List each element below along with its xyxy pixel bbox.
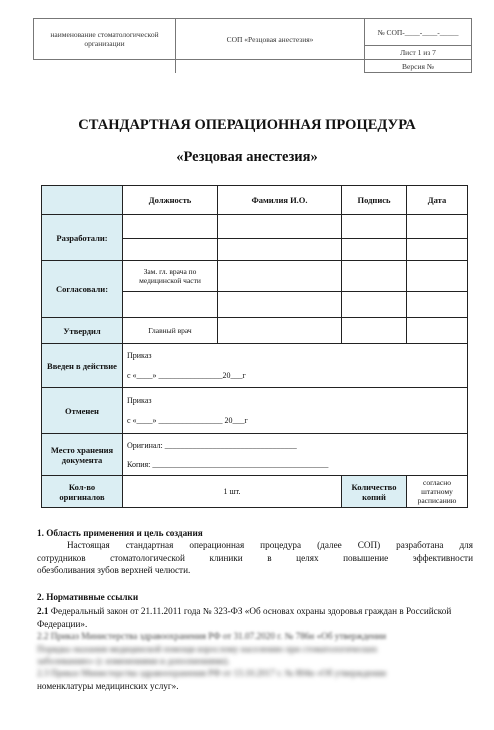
section-1-line-1: Настоящая стандартная операционная процедура (далее СОП) разработана для [67,540,473,551]
originals-count-value: 1 шт. [123,476,342,508]
column-name: Фамилия И.О. [218,186,342,215]
section-2-item-1-number: 2.1 [37,606,49,617]
cancelled-order-cell [123,388,468,434]
section-2-item-2-line-1: 2.2 Приказ Министерства здравоохранения РФ от 31.07.2020 г. № 786н «Об утверждении [37,631,387,642]
effective-order-label: Приказ [127,350,152,360]
storage-label: Место хранения документа [42,434,123,476]
agreed-position: Зам. гл. врача по медицинской части [123,261,218,292]
originals-count-label: Кол-во оригиналов [42,476,123,508]
section-2-item-3-line-1: 2.3 Приказ Министерства здравоохранения РФ от 13.10.2017 г. № 804н «Об утверждении [37,668,387,679]
effective-order-line: с «____» ________________20___г [127,370,246,380]
sop-name: СОП «Резцовая анестезия» [226,34,314,44]
version-cell [365,60,472,73]
sop-number-cell [365,19,472,46]
sop-number: № СОП-____-____-_____ [377,27,459,37]
column-signature: Подпись [342,186,407,215]
cancelled-order-line: с «____» ________________ 20___г [127,415,248,425]
section-2-item-2-line-3: заболеваниях» (с изменениями и дополнениями). [37,656,230,667]
storage-cell [123,434,468,476]
cancelled-order-label: Приказ [127,395,152,405]
column-date: Дата [407,186,468,215]
copies-value: согласно штатному расписанию [407,476,468,508]
section-1-line-2: сотрудников стоматологической клиники в целях повышение эффективности [37,552,473,563]
developed-label: Разработали: [42,215,123,261]
copy-line: Копия: ____________________________________________ [127,459,329,469]
section-2-item-3-line-2: номенклатуры медицинских услуг». [37,680,179,691]
approved-position: Главный врач [123,318,218,344]
org-name: наименование стоматологической организации [50,30,159,48]
document-header [33,18,472,73]
copies-label: Количество копий [342,476,407,508]
version: Версия № [402,61,434,71]
section-2-item-1 [37,605,473,630]
section-1-line-3: обезболивания зубов верхней челюсти. [37,565,191,576]
agreed-label: Согласовали: [42,261,123,318]
original-line: Оригинал: _________________________________ [127,440,297,450]
sheet-cell [365,46,472,60]
column-position: Должность [123,186,218,215]
document-title: СТАНДАРТНАЯ ОПЕРАЦИОННАЯ ПРОЦЕДУРА [78,117,416,133]
header-empty-cell [42,186,123,215]
org-name-cell [34,19,176,60]
section-2 [37,591,473,692]
document-subtitle: «Резцовая анестезия» [176,149,318,165]
effective-label: Введен в действие [42,344,123,388]
sheet-number: Лист 1 из 7 [400,48,436,57]
section-1 [37,527,473,577]
section-2-title: 2. Нормативные ссылки [37,592,139,602]
sop-name-cell [176,19,365,60]
approved-label: Утвердил [42,318,123,344]
effective-order-cell [123,344,468,388]
cancelled-label: Отменен [42,388,123,434]
section-1-title: 1. Область применения и цель создания [37,528,203,538]
section-2-item-2-line-2: Порядка оказания медицинской помощи взрослому населению при стоматологических [37,643,378,654]
approval-table [41,185,468,508]
section-2-item-1-text: Федеральный закон от 21.11.2011 года № 323-ФЗ «Об основах охраны здоровья граждан в Российской Федерации». [37,606,452,629]
